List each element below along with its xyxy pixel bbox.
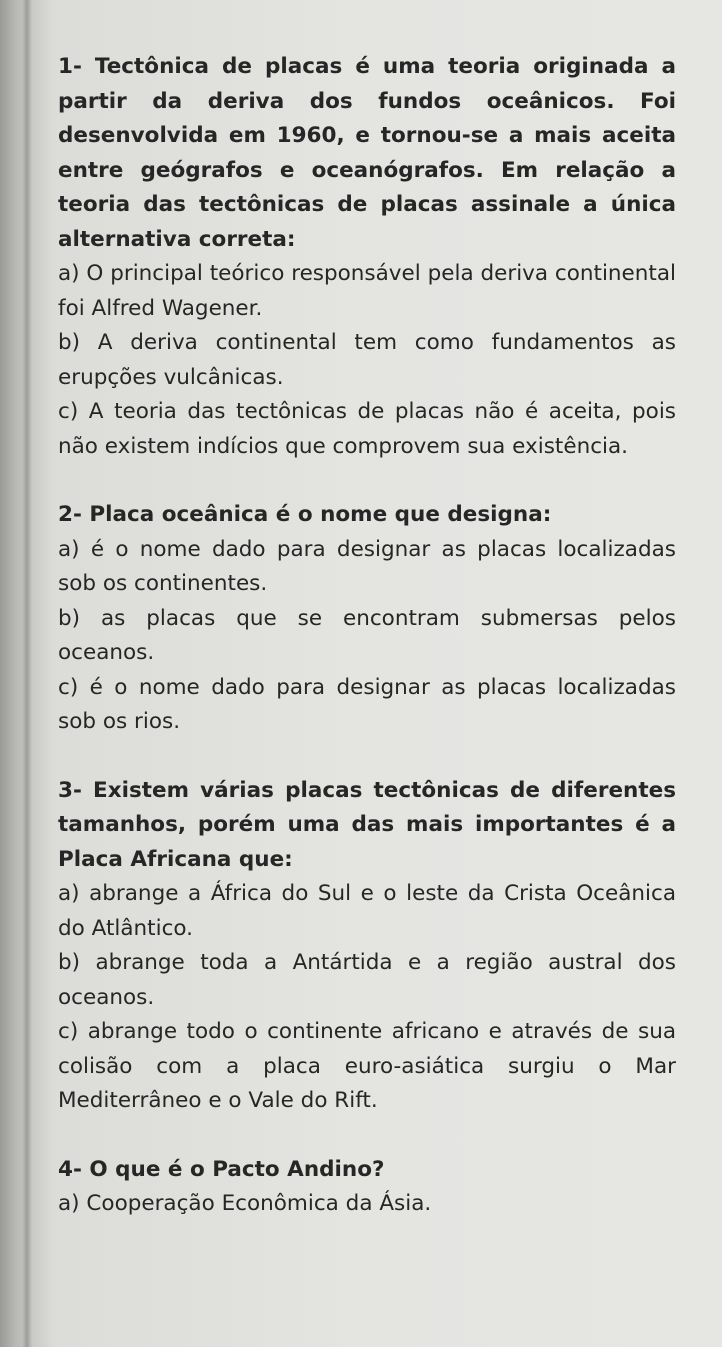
question-1-option-b: b) A deriva continental tem como fundamentos as erupções vulcânicas. xyxy=(58,330,676,390)
question-list xyxy=(58,50,676,1222)
question-2-option-c: c) é o nome dado para designar as placas localizadas sob os rios. xyxy=(58,674,676,734)
question-3-stem: 3- Existem várias placas tectônicas de diferentes tamanhos, porém uma das mais importantes é a Placa Africana que: xyxy=(58,777,676,872)
question-1-stem: 1- Tectônica de placas é uma teoria originada a partir da deriva dos fundos oceânicos. Foi desenvolvida em 1960, e tornou-se a mais aceita entre geógrafos e oceanógrafos. Em relação a teoria das tectônicas de placas assinale a única alternativa correta: xyxy=(58,54,676,252)
question-2-stem: 2- Placa oceânica é o nome que designa: xyxy=(58,502,552,527)
question-1-option-a: a) O principal teórico responsável pela deriva continental foi Alfred Wagener. xyxy=(58,261,676,321)
page-binding-mark xyxy=(22,0,32,1347)
question-4-stem: 4- O que é o Pacto Andino? xyxy=(58,1156,385,1182)
question-4-option-a: a) Cooperação Econômica da Ásia. xyxy=(58,1191,432,1216)
question-3 xyxy=(58,774,676,1119)
question-4 xyxy=(58,1153,676,1222)
question-3-option-a: a) abrange a África do Sul e o leste da Crista Oceânica do Atlântico. xyxy=(58,881,676,941)
question-2-option-b: b) as placas que se encontram submersas pelos oceanos. xyxy=(58,605,676,665)
question-1-option-c: c) A teoria das tectônicas de placas não é aceita, pois não existem indícios que comprovem sua existência. xyxy=(58,399,676,459)
question-1 xyxy=(58,50,676,464)
question-2-option-a: a) é o nome dado para designar as placas localizadas sob os continentes. xyxy=(58,536,676,596)
question-2 xyxy=(58,498,676,740)
question-3-option-c: c) abrange todo o continente africano e através de sua colisão com a placa euro-asiática surgiu o Mar Mediterrâneo e o Vale do Rift. xyxy=(58,1019,676,1113)
question-3-option-b: b) abrange toda a Antártida e a região austral dos oceanos. xyxy=(58,950,676,1010)
